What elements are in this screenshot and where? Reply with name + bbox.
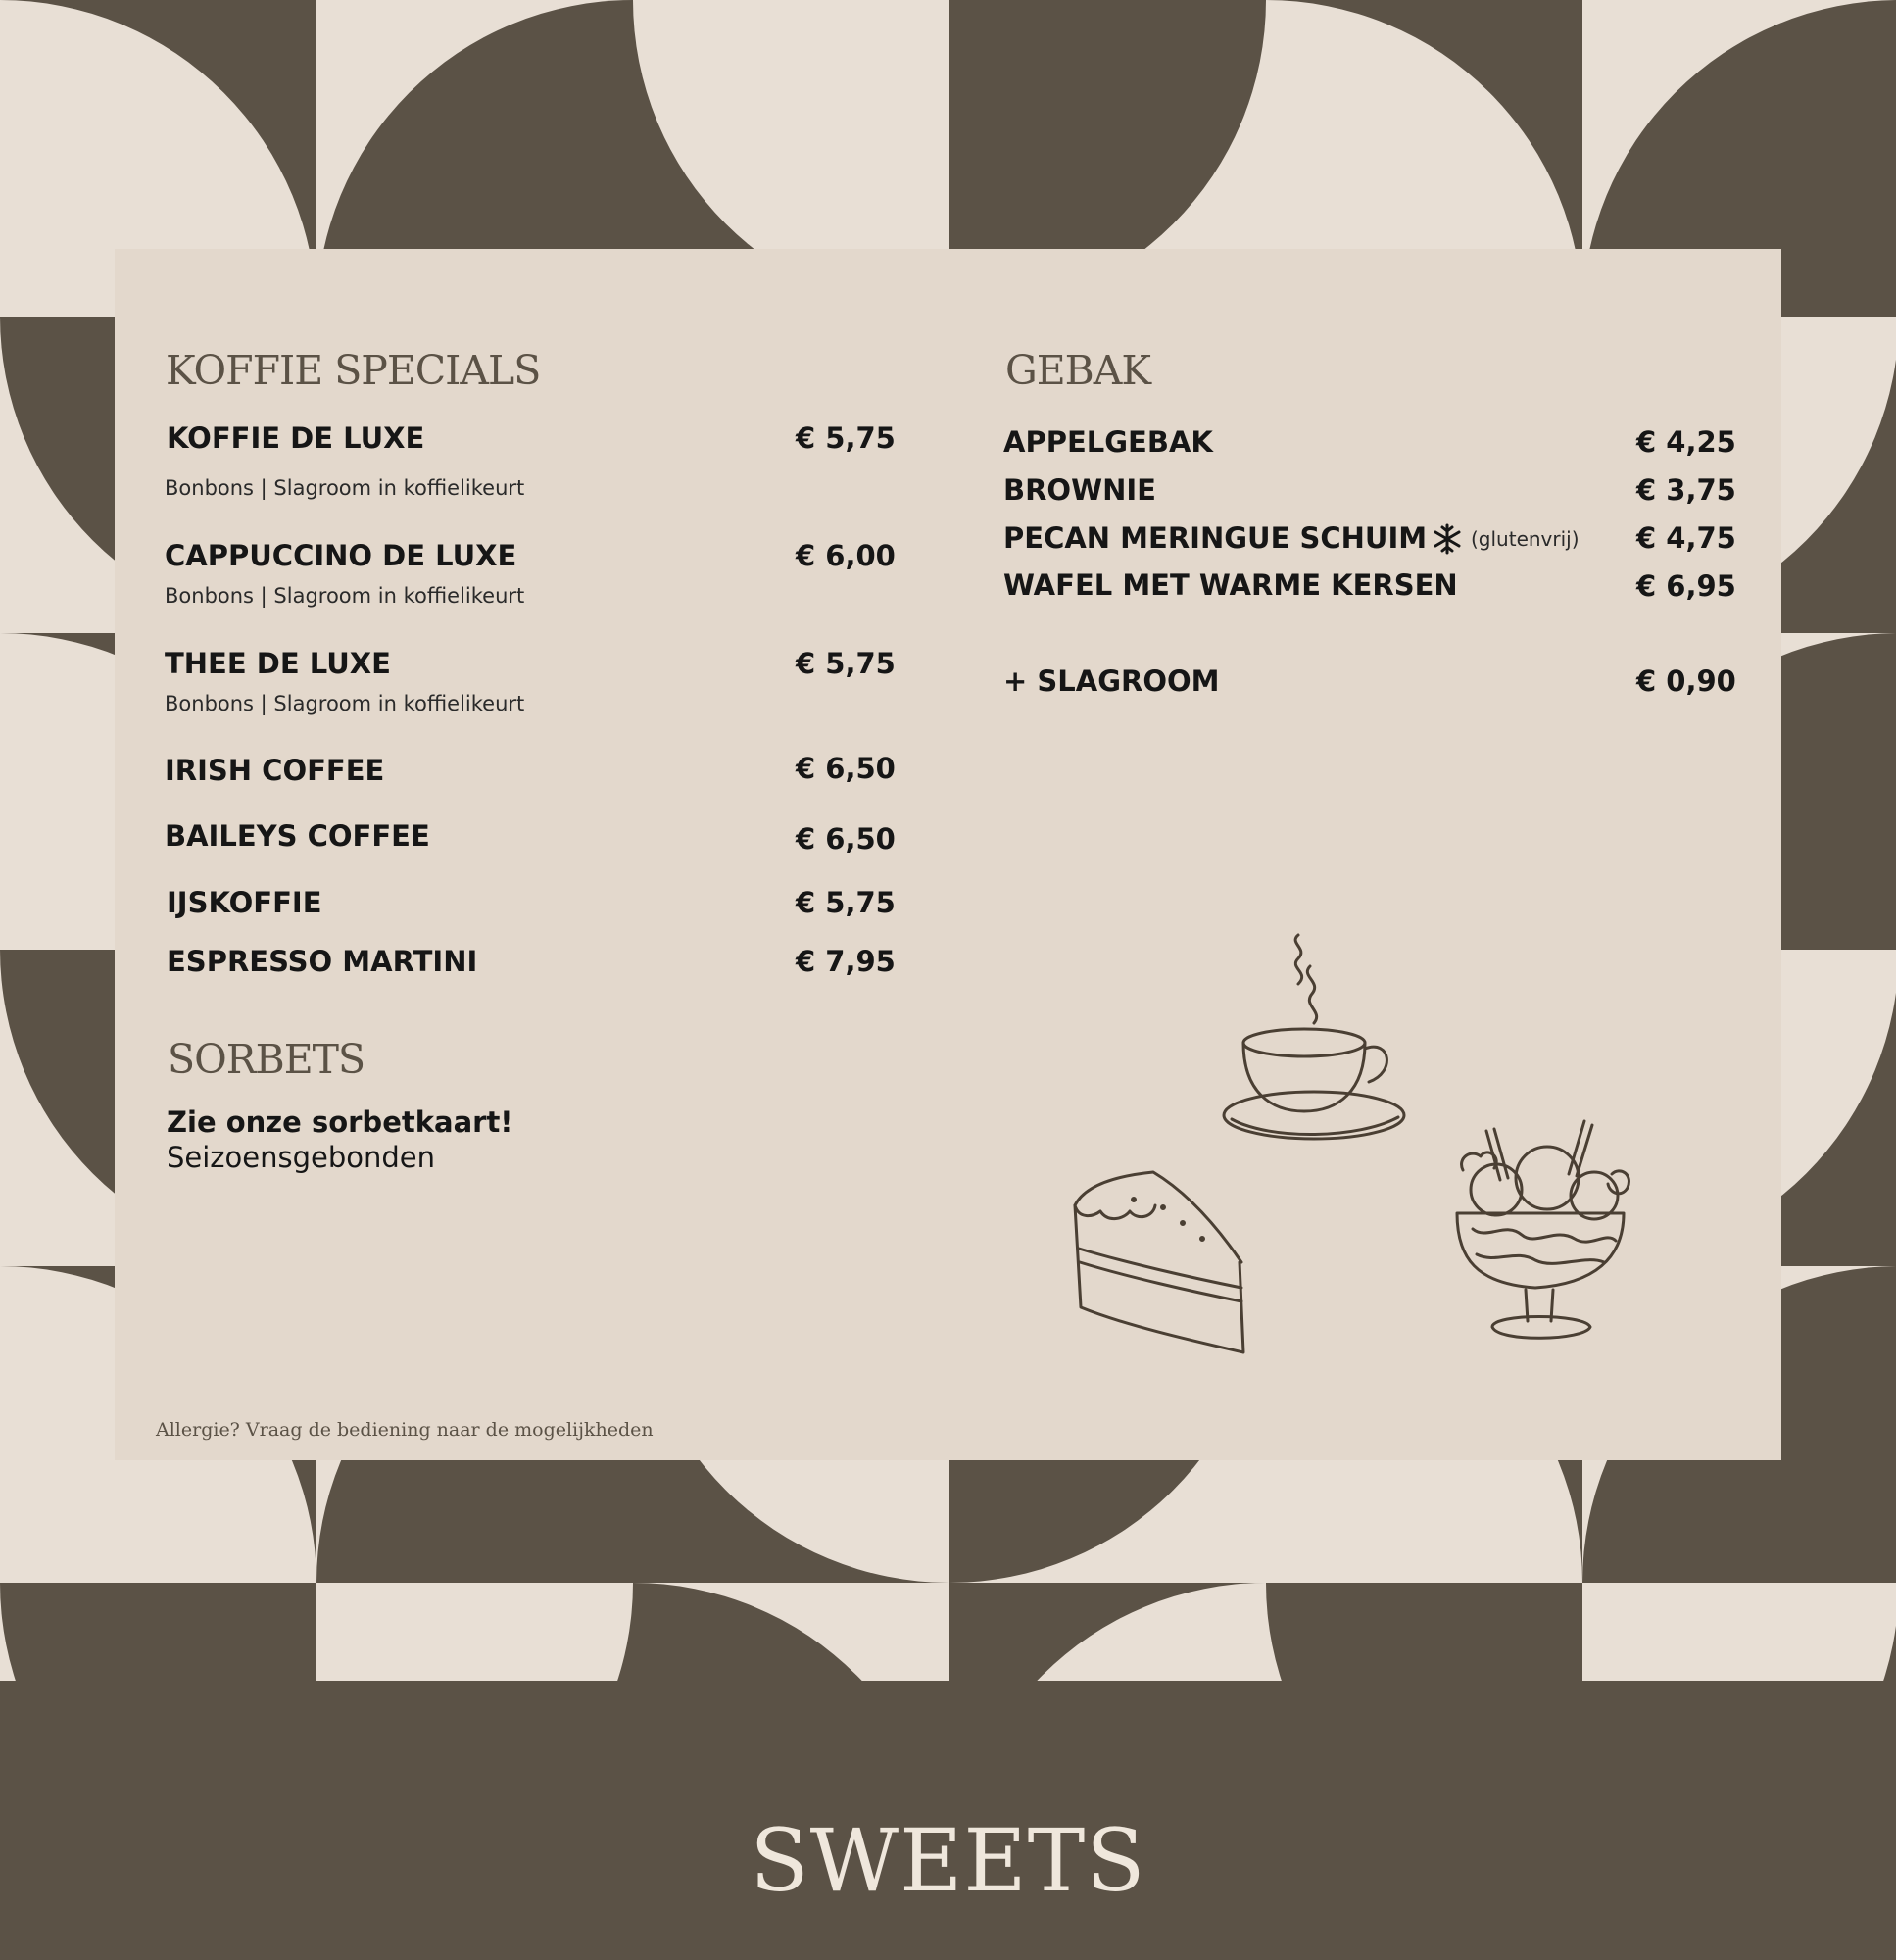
extra-item-name: + SLAGROOM (1003, 664, 1220, 698)
menu-item-price: € 4,25 (1636, 425, 1736, 459)
menu-item-name: KOFFIE DE LUXE (167, 421, 425, 455)
cake-slice-icon (1065, 1160, 1271, 1356)
menu-item-price: € 6,95 (1636, 569, 1736, 603)
menu-item-price: € 6,50 (796, 822, 896, 856)
section-title-gebak: GEBAK (1005, 347, 1151, 394)
menu-item-name: APPELGEBAK (1003, 425, 1213, 459)
menu-item-price: € 6,50 (796, 752, 896, 785)
menu-item-price: € 6,00 (796, 539, 896, 572)
menu-item-name: IRISH COFFEE (165, 754, 385, 787)
menu-card (115, 249, 1781, 1460)
menu-item-name: THEE DE LUXE (165, 647, 391, 680)
menu-item-name: PECAN MERINGUE SCHUIM (1003, 521, 1428, 555)
sorbets-line: Seizoensgebonden (167, 1141, 436, 1174)
menu-item-price: € 5,75 (796, 647, 896, 680)
glutenfree-note: (glutenvrij) (1471, 527, 1580, 551)
menu-item-name: WAFEL MET WARME KERSEN (1003, 568, 1458, 602)
menu-item-description: Bonbons | Slagroom in koffielikeurt (165, 476, 525, 500)
menu-item-price: € 5,75 (796, 421, 896, 455)
snowflake-icon (1433, 522, 1462, 556)
ice-cream-sundae-icon (1437, 1111, 1653, 1356)
allergy-note: Allergie? Vraag de bediening naar de mogelijkheden (156, 1419, 654, 1441)
extra-item-price: € 0,90 (1636, 664, 1736, 698)
section-title-koffie: KOFFIE SPECIALS (166, 347, 541, 394)
sorbets-line-bold: Zie onze sorbetkaart! (167, 1105, 513, 1139)
menu-item-price: € 4,75 (1636, 521, 1736, 555)
section-title-sorbets: SORBETS (168, 1036, 365, 1083)
menu-item-name: CAPPUCCINO DE LUXE (165, 539, 517, 572)
menu-item-name: BAILEYS COFFEE (165, 819, 430, 853)
coffee-cup-icon (1192, 925, 1428, 1151)
menu-item-description: Bonbons | Slagroom in koffielikeurt (165, 584, 525, 608)
menu-item-description: Bonbons | Slagroom in koffielikeurt (165, 692, 525, 715)
page-title: SWEETS (750, 1810, 1146, 1911)
menu-item-name: IJSKOFFIE (167, 886, 322, 919)
menu-item-name: BROWNIE (1003, 473, 1156, 507)
menu-item-price: € 3,75 (1636, 473, 1736, 507)
menu-item-name: ESPRESSO MARTINI (167, 945, 478, 978)
menu-item-price: € 5,75 (796, 886, 896, 919)
menu-item-price: € 7,95 (796, 945, 896, 978)
